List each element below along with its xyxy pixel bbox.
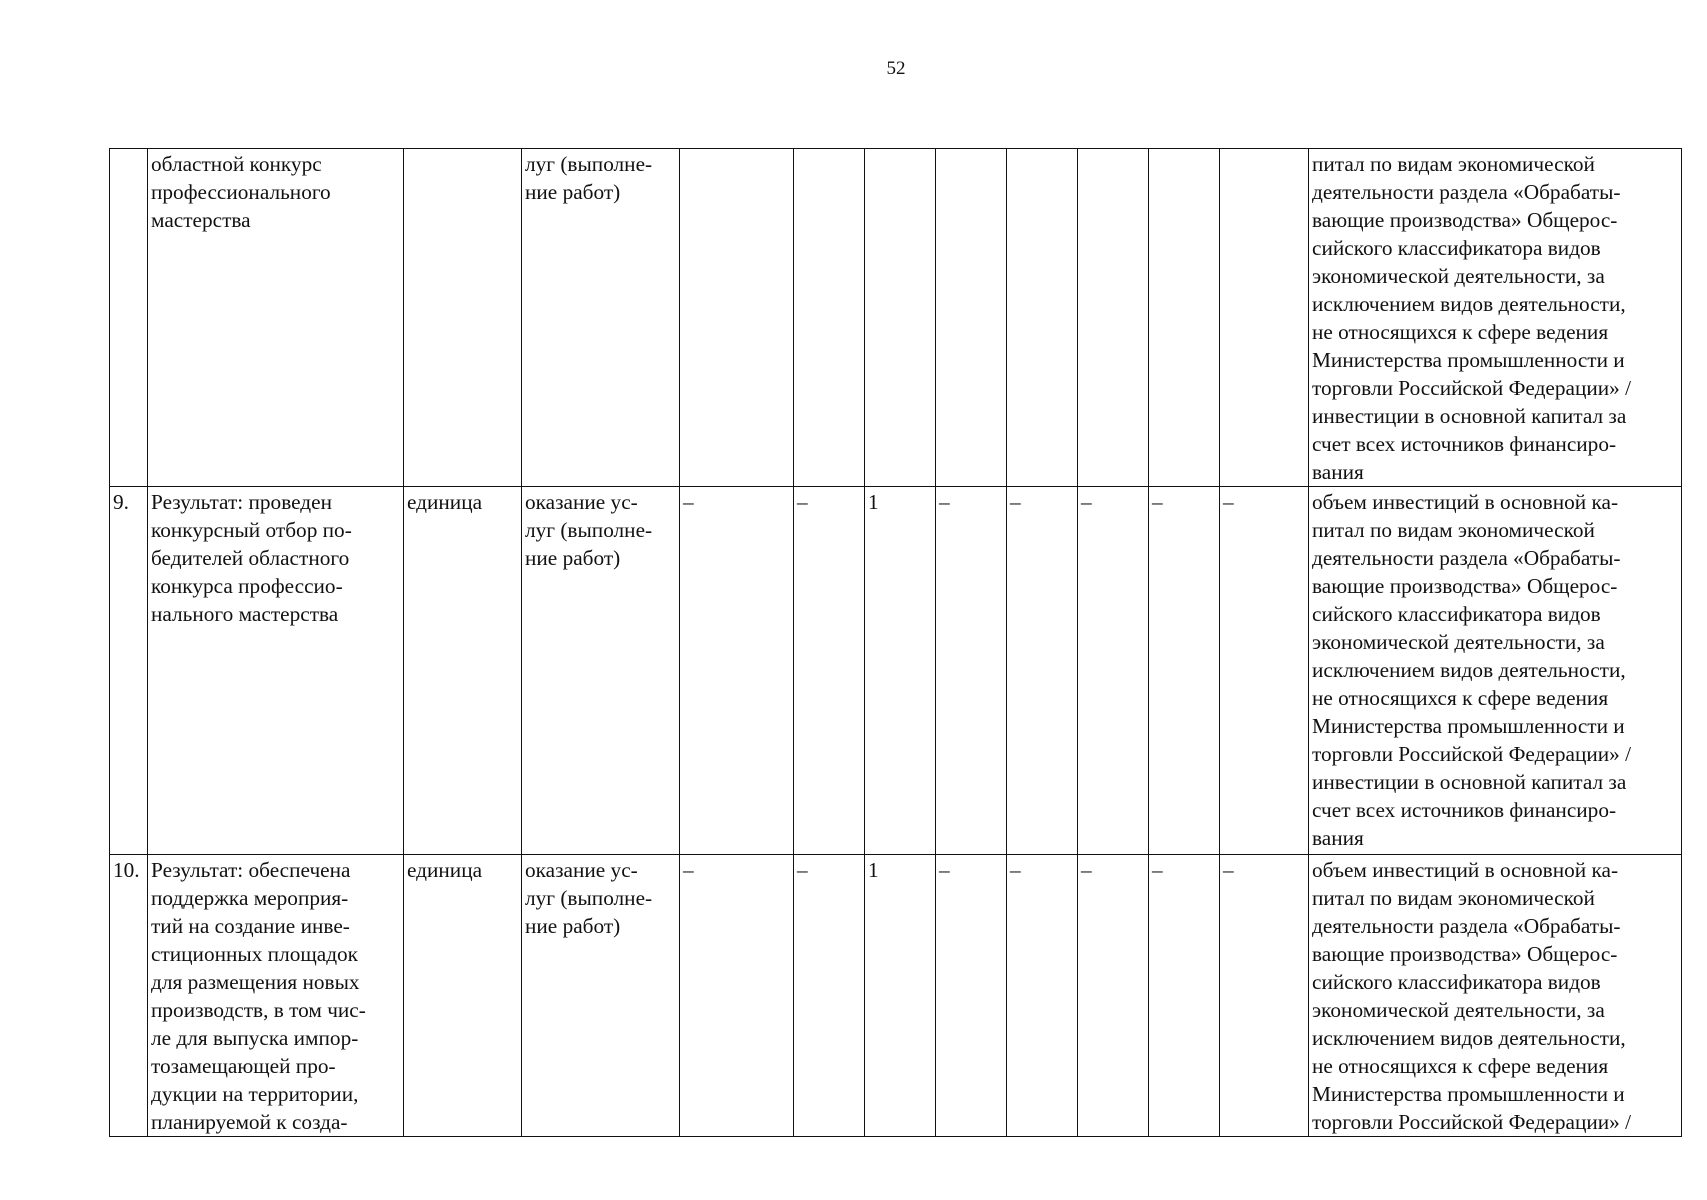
- value-cell: [794, 149, 865, 487]
- value-cell: [865, 149, 936, 487]
- unit-cell: единица: [404, 487, 522, 855]
- table-row-continuation: [110, 149, 1682, 487]
- value-cell: –: [1007, 855, 1078, 1137]
- value-cell: –: [1007, 487, 1078, 855]
- value-cell: [1078, 149, 1149, 487]
- value-cell: –: [936, 487, 1007, 855]
- value-cell: [1007, 149, 1078, 487]
- result-name-cell: Результат: обеспечена поддержка мероприя- тий на создание инве- стиционных площадок для размещения новых производств, в том чис- ле для выпуска импор- тозамещающей про- дукции на территории, планируемой к созда-: [148, 855, 404, 1137]
- result-name-cell: областной конкурс профессионального мастерства: [148, 149, 404, 487]
- indicator-cell: питал по видам экономической деятельности раздела «Обрабаты- вающие производства» Общерос- сийского классификатора видов экономической деятельности, за исключением видов деятельности, не относящихся к сфере ведения Министерства промышленности и торговли Российской Федерации» / инвестиции в основной капитал за счет всех источников финансиро- вания: [1309, 149, 1682, 487]
- result-type-cell: луг (выполне- ние работ): [522, 149, 680, 487]
- value-cell: –: [680, 855, 794, 1137]
- value-cell: –: [1220, 855, 1309, 1137]
- value-cell: –: [936, 855, 1007, 1137]
- indicator-cell: объем инвестиций в основной ка- питал по видам экономической деятельности раздела «Обрабаты- вающие производства» Общерос- сийского классификатора видов экономической деятельности, за исключением видов деятельности, не относящихся к сфере ведения Министерства промышленности и торговли Российской Федерации» / инвестиции в основной капитал за счет всех источников финансиро- вания: [1309, 487, 1682, 855]
- value-cell: 1: [865, 487, 936, 855]
- unit-cell: [404, 149, 522, 487]
- page-number: 52: [886, 58, 906, 79]
- unit-cell: единица: [404, 855, 522, 1137]
- value-cell: –: [794, 487, 865, 855]
- value-cell: [680, 149, 794, 487]
- row-number-cell: 10.: [110, 855, 148, 1137]
- table-row-9: [110, 487, 1682, 855]
- value-cell: [1220, 149, 1309, 487]
- result-type-cell: оказание ус- луг (выполне- ние работ): [522, 855, 680, 1137]
- result-type-cell: оказание ус- луг (выполне- ние работ): [522, 487, 680, 855]
- value-cell: –: [1220, 487, 1309, 855]
- results-table: [109, 148, 1682, 1137]
- value-cell: –: [1149, 487, 1220, 855]
- value-cell: [1149, 149, 1220, 487]
- table-row-10: [110, 855, 1682, 1137]
- row-number-cell: 9.: [110, 487, 148, 855]
- value-cell: –: [1149, 855, 1220, 1137]
- value-cell: 1: [865, 855, 936, 1137]
- indicator-cell: объем инвестиций в основной ка- питал по видам экономической деятельности раздела «Обрабаты- вающие производства» Общерос- сийского классификатора видов экономической деятельности, за исключением видов деятельности, не относящихся к сфере ведения Министерства промышленности и торговли Российской Федерации» /: [1309, 855, 1682, 1137]
- value-cell: –: [794, 855, 865, 1137]
- row-number-cell: [110, 149, 148, 487]
- result-name-cell: Результат: проведен конкурсный отбор по- бедителей областного конкурса профессио- нального мастерства: [148, 487, 404, 855]
- value-cell: –: [680, 487, 794, 855]
- value-cell: –: [1078, 487, 1149, 855]
- value-cell: –: [1078, 855, 1149, 1137]
- value-cell: [936, 149, 1007, 487]
